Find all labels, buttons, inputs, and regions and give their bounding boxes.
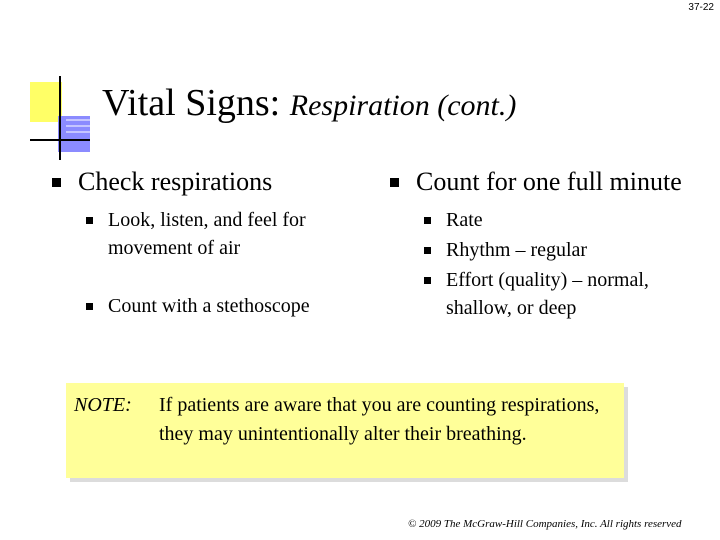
square-bullet-icon xyxy=(86,303,93,310)
slide-number: 37-22 xyxy=(688,2,714,13)
slide-title xyxy=(102,80,516,129)
square-bullet-icon xyxy=(86,217,93,224)
square-bullet-icon xyxy=(424,277,431,284)
right-column xyxy=(388,166,708,322)
right-heading: Count for one full minute xyxy=(416,167,682,196)
list-item xyxy=(388,236,708,264)
note-label: NOTE: xyxy=(74,394,132,416)
copyright-notice: © 2009 The McGraw-Hill Companies, Inc. All rights reserved xyxy=(408,518,682,530)
list-item-text: Rhythm – regular xyxy=(446,239,588,261)
note-box xyxy=(66,383,624,478)
note-text: If patients are aware that you are counting respirations, they may unintentionally alter their breathing. xyxy=(159,394,600,445)
title-main: Vital Signs: xyxy=(102,82,281,124)
square-bullet-icon xyxy=(424,247,431,254)
list-item xyxy=(50,292,370,320)
list-item xyxy=(388,266,708,322)
square-bullet-icon xyxy=(390,178,399,187)
list-item-text: Effort (quality) – normal, shallow, or deep xyxy=(446,269,649,319)
left-heading-item xyxy=(50,166,370,198)
list-item-text: Count with a stethoscope xyxy=(108,295,310,317)
square-bullet-icon xyxy=(424,217,431,224)
list-item-text: Look, listen, and feel for movement of air xyxy=(108,209,306,259)
slide-logo-graphic xyxy=(30,76,90,160)
right-heading-item xyxy=(388,166,708,198)
square-bullet-icon xyxy=(52,178,61,187)
left-column xyxy=(50,166,370,320)
left-heading: Check respirations xyxy=(78,167,273,196)
title-sub: Respiration (cont.) xyxy=(289,89,517,122)
list-item xyxy=(50,206,370,262)
list-item-text: Rate xyxy=(446,209,483,231)
list-item xyxy=(388,206,708,234)
